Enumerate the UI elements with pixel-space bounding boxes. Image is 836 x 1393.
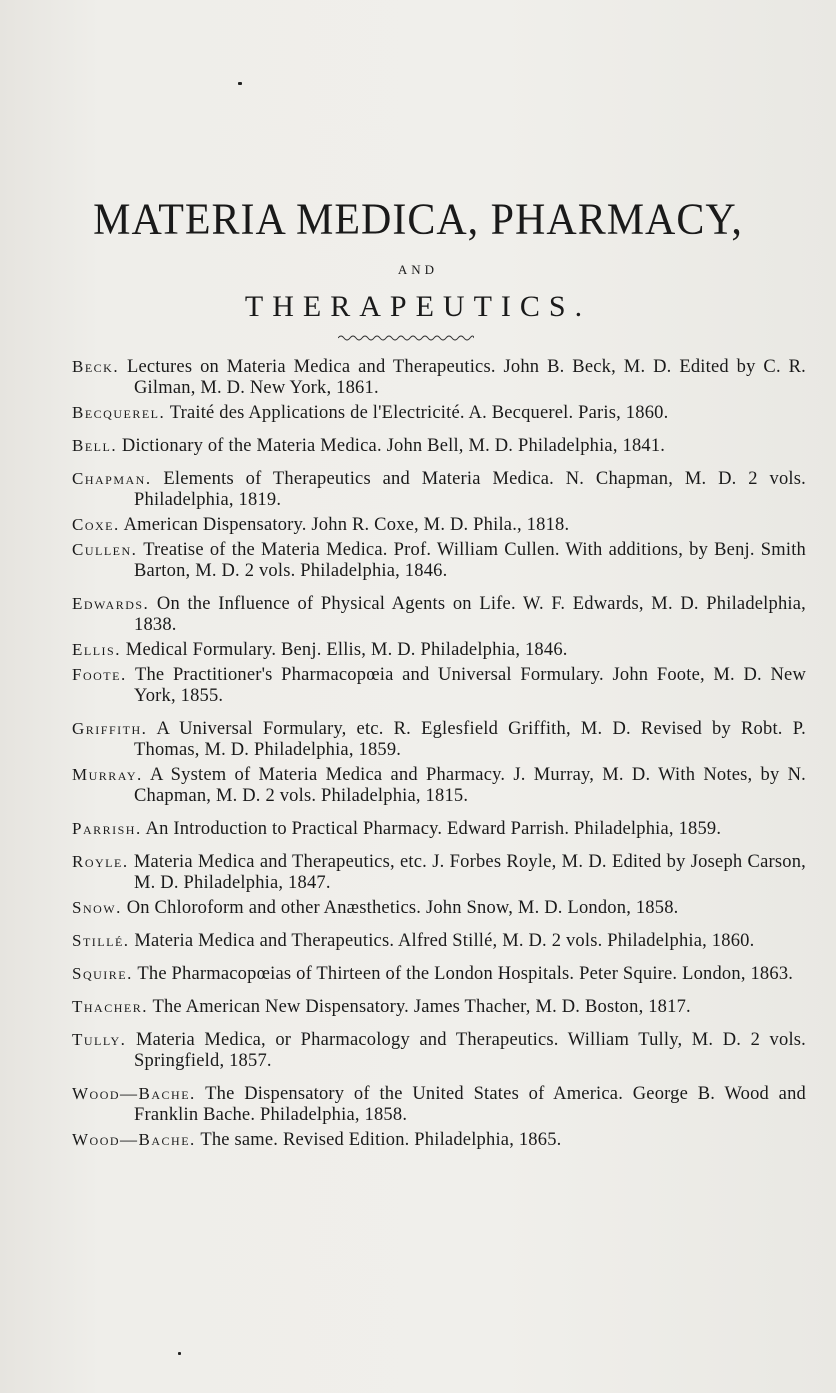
bibliography-entry: [72, 468, 806, 511]
entry-text: Materia Medica and Therapeutics, etc. J. Forbes Royle, M. D. Edited by Joseph Carson, M. D. Philadelphia, 1847.: [133, 852, 806, 893]
entry-author: Becquerel.: [72, 403, 166, 422]
entry-author: Stillé.: [72, 931, 130, 950]
entry-text: Medical Formulary. Benj. Ellis, M. D. Philadelphia, 1846.: [125, 640, 568, 660]
entry-text: The Dispensatory of the United States of America. George B. Wood and Franklin Bache. Philadelphia, 1858.: [134, 1084, 806, 1125]
entry-author: Wood—Bache.: [72, 1084, 196, 1103]
entry-text: Materia Medica and Therapeutics. Alfred Stillé, M. D. 2 vols. Philadelphia, 1860.: [134, 931, 755, 951]
bibliography-entry: [72, 818, 806, 840]
entry-text: On the Influence of Physical Agents on Life. W. F. Edwards, M. D. Philadelphia, 1838.: [134, 594, 807, 635]
bibliography-list: [72, 356, 806, 1162]
bibliography-entry: [72, 764, 806, 807]
entry-author: Wood—Bache.: [72, 1130, 196, 1149]
entry-author: Edwards.: [72, 594, 150, 613]
entry-text: The same. Revised Edition. Philadelphia, 1865.: [200, 1130, 562, 1150]
entry-author: Foote.: [72, 665, 127, 684]
entry-author: Coxe.: [72, 515, 120, 534]
entry-author: Griffith.: [72, 719, 148, 738]
section-conjunction: AND: [397, 262, 439, 277]
bibliography-entry: [72, 664, 806, 707]
entry-author: Royle.: [72, 852, 129, 871]
section-title: MATERIA MEDICA, PHARMACY,: [93, 195, 743, 245]
bibliography-entry: [72, 539, 806, 582]
entry-author: Tully.: [72, 1030, 127, 1049]
ink-speck: [238, 82, 242, 85]
entry-author: Snow.: [72, 898, 122, 917]
entry-author: Bell.: [72, 436, 118, 455]
entry-text: Elements of Therapeutics and Materia Medica. N. Chapman, M. D. 2 vols. Philadelphia, 1819.: [134, 469, 806, 510]
bibliography-entry: [72, 1129, 806, 1151]
bibliography-entry: [72, 593, 806, 636]
entry-text: A System of Materia Medica and Pharmacy. J. Murray, M. D. With Notes, by N. Chapman, M. D. 2 vols. Philadelphia, 1815.: [134, 765, 806, 806]
bibliography-entry: [72, 514, 806, 536]
bibliography-entry: [72, 963, 806, 985]
entry-text: Dictionary of the Materia Medica. John Bell, M. D. Philadelphia, 1841.: [121, 436, 666, 456]
bibliography-entry: [72, 435, 806, 457]
entry-text: On Chloroform and other Anæsthetics. John Snow, M. D. London, 1858.: [126, 898, 679, 918]
bibliography-entry: [72, 356, 806, 399]
entry-author: Beck.: [72, 357, 120, 376]
entry-text: Treatise of the Materia Medica. Prof. William Cullen. With additions, by Benj. Smith Barton, M. D. 2 vols. Philadelphia, 1846.: [134, 540, 806, 581]
bibliography-entry: [72, 1029, 806, 1072]
ink-speck: [178, 1352, 181, 1355]
entry-text: The American New Dispensatory. James Thacher, M. D. Boston, 1817.: [152, 997, 691, 1017]
entry-text: The Practitioner's Pharmacopœia and Universal Formulary. John Foote, M. D. New York, 1855.: [134, 665, 806, 706]
bibliography-entry: [72, 402, 806, 424]
entry-text: American Dispensatory. John R. Coxe, M. D. Phila., 1818.: [123, 515, 570, 535]
bibliography-entry: [72, 718, 806, 761]
entry-text: Materia Medica, or Pharmacology and Therapeutics. William Tully, M. D. 2 vols. Springfield, 1857.: [134, 1030, 807, 1071]
entry-author: Chapman.: [72, 469, 152, 488]
entry-author: Thacher.: [72, 997, 148, 1016]
wavy-rule-ornament: [338, 334, 474, 342]
entry-text: Lectures on Materia Medica and Therapeutics. John B. Beck, M. D. Edited by C. R. Gilman, M. D. New York, 1861.: [126, 357, 806, 398]
bibliography-entry: [72, 996, 806, 1018]
entry-author: Cullen.: [72, 540, 138, 559]
bibliography-entry: [72, 897, 806, 919]
entry-author: Ellis.: [72, 640, 121, 659]
section-subtitle: THERAPEUTICS.: [244, 290, 592, 323]
bibliography-entry: [72, 1083, 806, 1126]
entry-text: Traité des Applications de l'Electricité. A. Becquerel. Paris, 1860.: [169, 403, 669, 423]
entry-author: Squire.: [72, 964, 133, 983]
bibliography-entry: [72, 639, 806, 661]
entry-text: A Universal Formulary, etc. R. Eglesfield Griffith, M. D. Revised by Robt. P. Thomas, M. D. Philadelphia, 1859.: [134, 719, 806, 760]
bibliography-entry: [72, 851, 806, 894]
bibliography-entry: [72, 930, 806, 952]
entry-text: The Pharmacopœias of Thirteen of the London Hospitals. Peter Squire. London, 1863.: [137, 964, 794, 984]
entry-author: Parrish.: [72, 819, 142, 838]
entry-text: An Introduction to Practical Pharmacy. Edward Parrish. Philadelphia, 1859.: [145, 819, 722, 839]
entry-author: Murray.: [72, 765, 143, 784]
